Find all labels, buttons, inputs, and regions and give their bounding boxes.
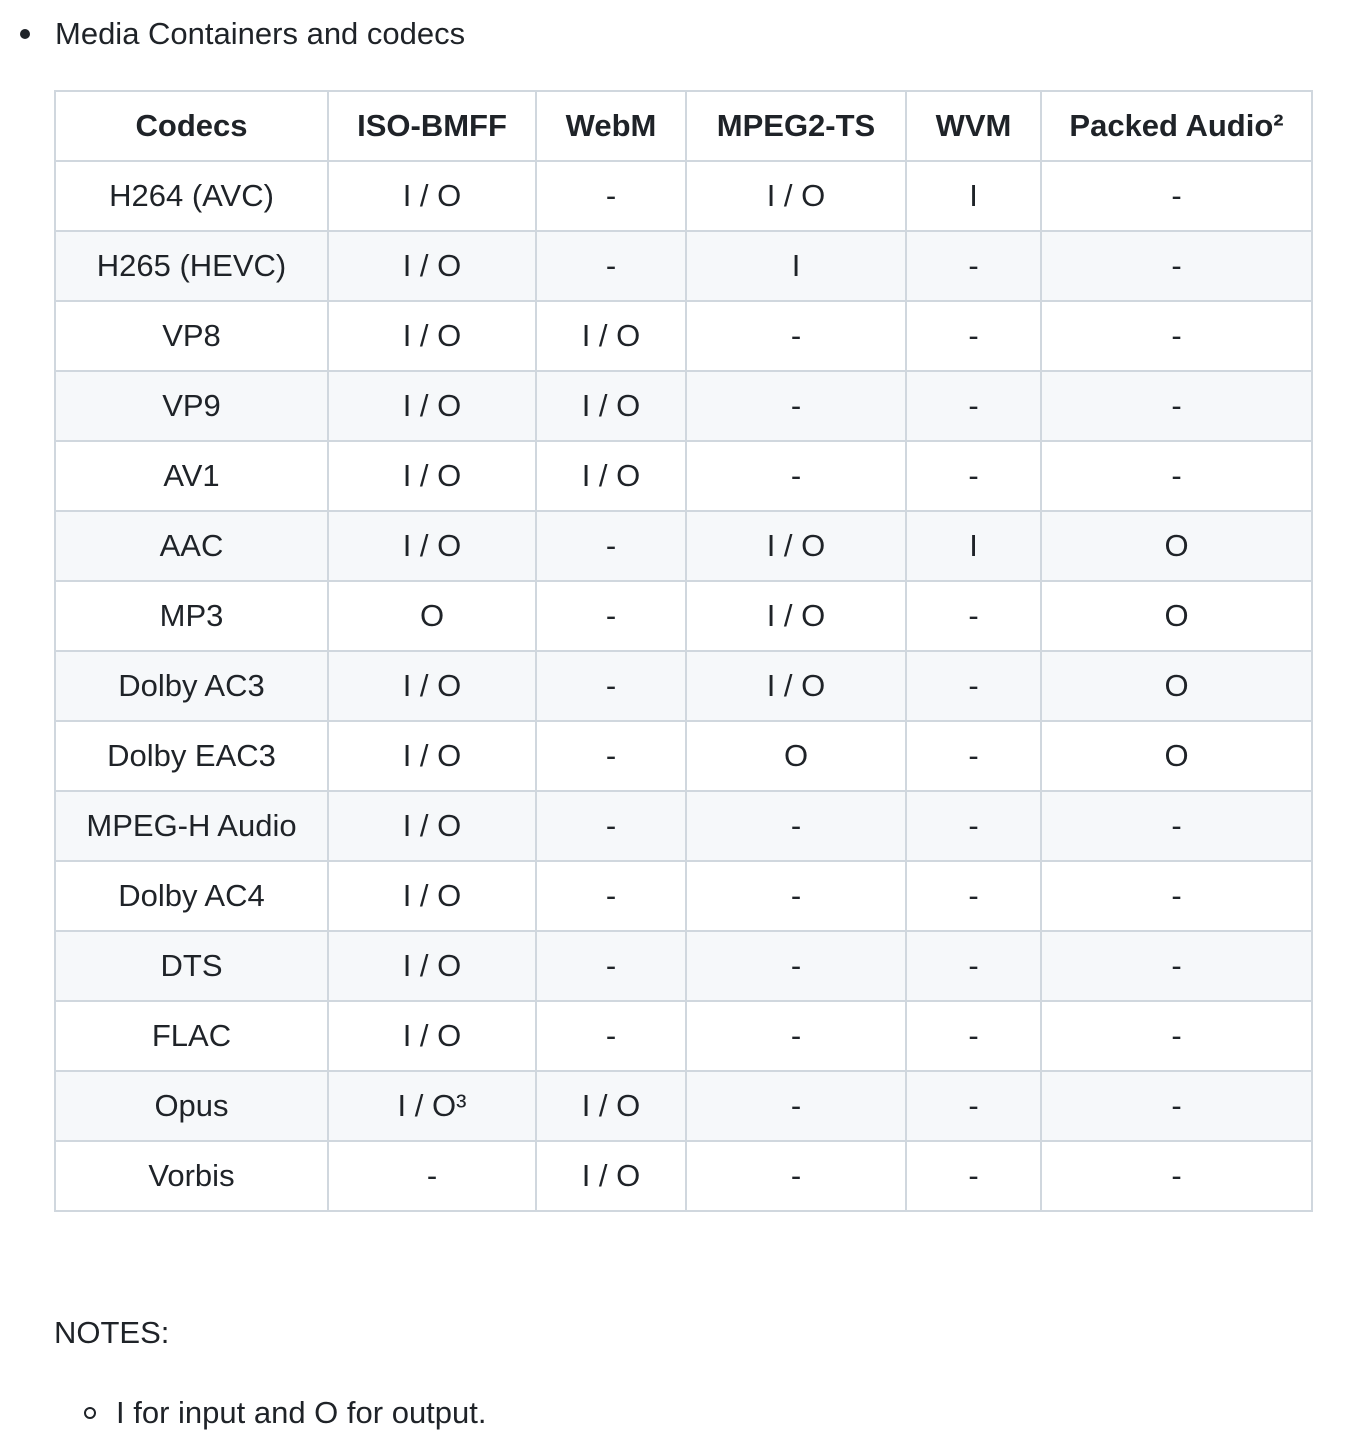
- support-cell: O: [686, 721, 906, 791]
- support-cell: -: [536, 931, 686, 1001]
- support-cell: I / O: [328, 441, 536, 511]
- support-cell: -: [1041, 231, 1312, 301]
- support-cell: -: [1041, 301, 1312, 371]
- support-cell: -: [1041, 791, 1312, 861]
- support-cell: -: [536, 511, 686, 581]
- support-cell: I / O: [328, 931, 536, 1001]
- support-cell: -: [906, 651, 1041, 721]
- column-header: WebM: [536, 91, 686, 161]
- list-item-label: Media Containers and codecs: [55, 16, 466, 51]
- support-cell: -: [906, 931, 1041, 1001]
- table-row: [55, 301, 1312, 371]
- support-cell: -: [906, 1141, 1041, 1211]
- list-item-media-containers: [20, 14, 465, 54]
- table-row: [55, 581, 1312, 651]
- support-cell: I / O: [328, 161, 536, 231]
- support-cell: O: [1041, 651, 1312, 721]
- support-cell: -: [686, 861, 906, 931]
- support-cell: -: [1041, 371, 1312, 441]
- table-row: [55, 231, 1312, 301]
- support-cell: -: [328, 1141, 536, 1211]
- codec-name-cell: Vorbis: [55, 1141, 328, 1211]
- support-cell: I / O: [686, 161, 906, 231]
- table-row: [55, 1001, 1312, 1071]
- bullet-disc-icon: [20, 29, 30, 39]
- support-cell: -: [536, 581, 686, 651]
- support-cell: -: [686, 1071, 906, 1141]
- codec-name-cell: FLAC: [55, 1001, 328, 1071]
- codec-name-cell: Opus: [55, 1071, 328, 1141]
- notes-item-label: I for input and O for output.: [116, 1395, 487, 1430]
- table-row: [55, 511, 1312, 581]
- support-cell: I / O: [328, 1001, 536, 1071]
- table-row: [55, 441, 1312, 511]
- support-cell: I / O: [328, 371, 536, 441]
- codec-support-table: [54, 90, 1313, 1212]
- support-cell: -: [686, 791, 906, 861]
- support-cell: -: [686, 301, 906, 371]
- support-cell: -: [906, 721, 1041, 791]
- codec-name-cell: AV1: [55, 441, 328, 511]
- notes-list-item: [84, 1393, 487, 1433]
- table-row: [55, 651, 1312, 721]
- bullet-circle-icon: [84, 1407, 96, 1419]
- support-cell: -: [536, 721, 686, 791]
- support-cell: O: [1041, 721, 1312, 791]
- codec-name-cell: H265 (HEVC): [55, 231, 328, 301]
- codec-name-cell: Dolby AC4: [55, 861, 328, 931]
- column-header: MPEG2-TS: [686, 91, 906, 161]
- support-cell: -: [536, 161, 686, 231]
- table-row: [55, 931, 1312, 1001]
- support-cell: -: [1041, 441, 1312, 511]
- support-cell: -: [906, 1071, 1041, 1141]
- support-cell: -: [536, 1001, 686, 1071]
- support-cell: -: [1041, 1141, 1312, 1211]
- column-header: WVM: [906, 91, 1041, 161]
- support-cell: -: [906, 371, 1041, 441]
- support-cell: I: [686, 231, 906, 301]
- support-cell: I / O: [686, 511, 906, 581]
- support-cell: -: [1041, 1071, 1312, 1141]
- codec-name-cell: DTS: [55, 931, 328, 1001]
- table-body: [55, 161, 1312, 1211]
- support-cell: -: [686, 371, 906, 441]
- support-cell: -: [536, 861, 686, 931]
- support-cell: -: [906, 861, 1041, 931]
- support-cell: -: [686, 931, 906, 1001]
- support-cell: O: [328, 581, 536, 651]
- table-row: [55, 861, 1312, 931]
- support-cell: -: [906, 441, 1041, 511]
- support-cell: -: [686, 1141, 906, 1211]
- codec-name-cell: MPEG-H Audio: [55, 791, 328, 861]
- table-row: [55, 721, 1312, 791]
- support-cell: -: [1041, 161, 1312, 231]
- support-cell: -: [686, 441, 906, 511]
- support-cell: O: [1041, 581, 1312, 651]
- support-cell: I / O: [328, 791, 536, 861]
- support-cell: I / O: [328, 511, 536, 581]
- support-cell: I: [906, 161, 1041, 231]
- codec-name-cell: VP8: [55, 301, 328, 371]
- table-row: [55, 1071, 1312, 1141]
- support-cell: -: [1041, 861, 1312, 931]
- support-cell: I / O: [536, 1141, 686, 1211]
- notes-title: NOTES:: [54, 1315, 170, 1350]
- support-cell: -: [906, 581, 1041, 651]
- support-cell: -: [536, 231, 686, 301]
- codec-name-cell: Dolby EAC3: [55, 721, 328, 791]
- support-cell: -: [906, 231, 1041, 301]
- support-cell: O: [1041, 511, 1312, 581]
- table-row: [55, 161, 1312, 231]
- column-header: Packed Audio²: [1041, 91, 1312, 161]
- support-cell: I / O: [536, 301, 686, 371]
- support-cell: I / O: [328, 861, 536, 931]
- support-cell: -: [1041, 931, 1312, 1001]
- codec-name-cell: H264 (AVC): [55, 161, 328, 231]
- support-cell: -: [536, 651, 686, 721]
- support-cell: I / O: [536, 441, 686, 511]
- codec-name-cell: VP9: [55, 371, 328, 441]
- support-cell: I / O: [536, 1071, 686, 1141]
- support-cell: -: [1041, 1001, 1312, 1071]
- column-header: Codecs: [55, 91, 328, 161]
- codec-name-cell: MP3: [55, 581, 328, 651]
- support-cell: I / O: [328, 721, 536, 791]
- support-cell: -: [906, 301, 1041, 371]
- table-row: [55, 791, 1312, 861]
- codec-name-cell: Dolby AC3: [55, 651, 328, 721]
- table-row: [55, 371, 1312, 441]
- support-cell: I / O: [686, 581, 906, 651]
- column-header: ISO-BMFF: [328, 91, 536, 161]
- support-cell: -: [906, 1001, 1041, 1071]
- table-header-row: [55, 91, 1312, 161]
- support-cell: -: [686, 1001, 906, 1071]
- support-cell: I / O³: [328, 1071, 536, 1141]
- support-cell: -: [906, 791, 1041, 861]
- support-cell: I: [906, 511, 1041, 581]
- support-cell: I / O: [328, 301, 536, 371]
- support-cell: -: [536, 791, 686, 861]
- table-row: [55, 1141, 1312, 1211]
- support-cell: I / O: [686, 651, 906, 721]
- support-cell: I / O: [328, 651, 536, 721]
- support-cell: I / O: [328, 231, 536, 301]
- support-cell: I / O: [536, 371, 686, 441]
- codec-name-cell: AAC: [55, 511, 328, 581]
